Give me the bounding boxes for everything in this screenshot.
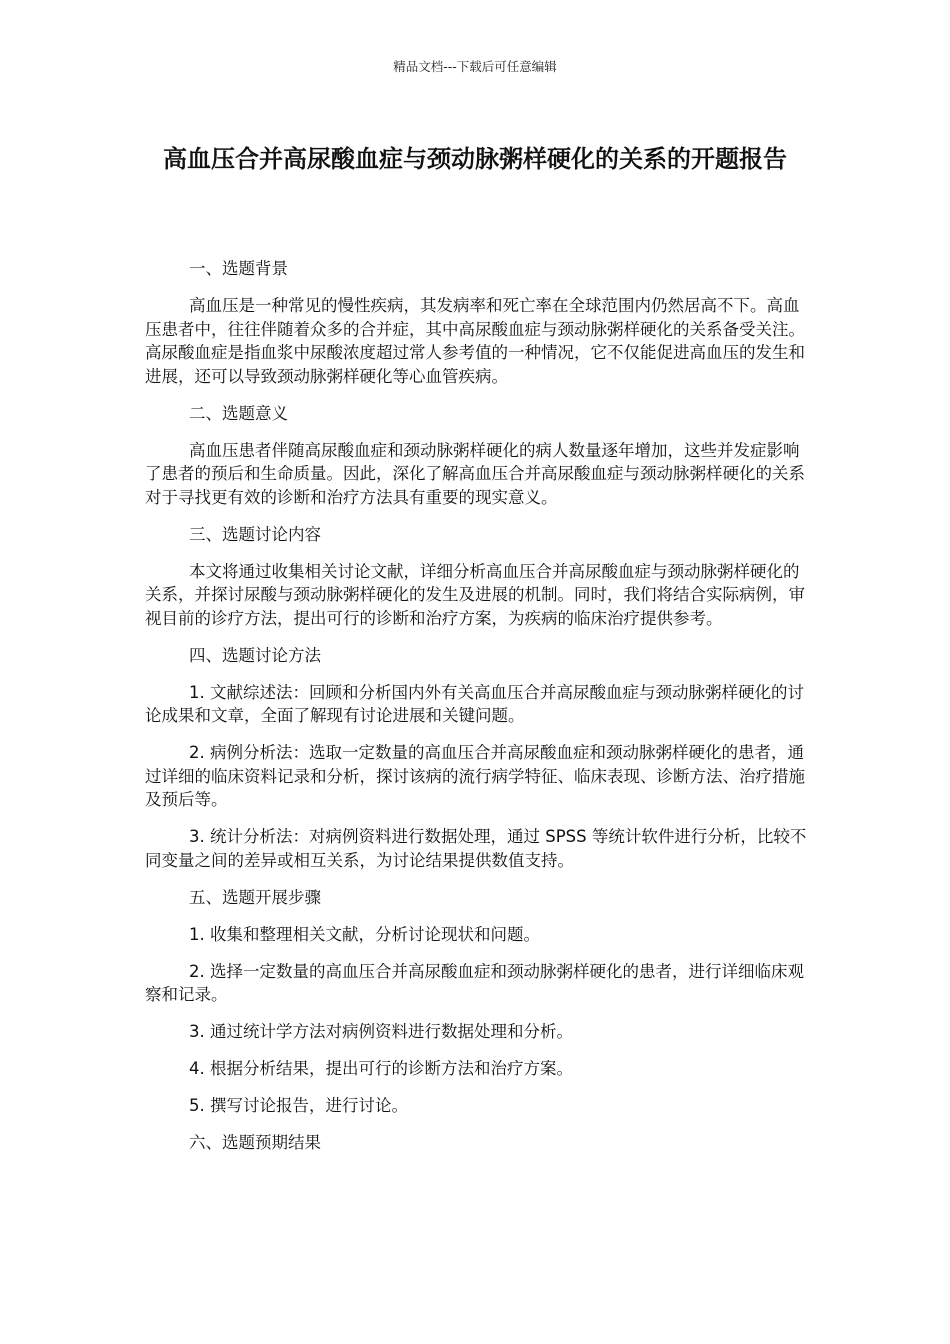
list-item: 5. 撰写讨论报告，进行讨论。: [189, 1096, 408, 1115]
document-body: [145, 257, 808, 1168]
body-paragraph: 高血压是一种常见的慢性疾病，其发病率和死亡率在全球范围内仍然居高不下。高血压患者中，往往伴随着众多的合并症，其中高尿酸血症与颈动脉粥样硬化的关系备受关注。高尿酸血症是指血浆中尿酸浓度超过常人参考值的一种情况，它不仅能促进高血压的发生和进展，还可以导致颈动脉粥样硬化等心血管疾病。: [145, 296, 805, 386]
body-paragraph: 高血压患者伴随高尿酸血症和颈动脉粥样硬化的病人数量逐年增加，这些并发症影响了患者的预后和生命质量。因此，深化了解高血压合并高尿酸血症与颈动脉粥样硬化的关系对于寻找更有效的诊断和治疗方法具有重要的现实意义。: [145, 440, 805, 507]
list-item: 3. 统计分析法：对病例资料进行数据处理，通过 SPSS 等统计软件进行分析，比较不同变量之间的差异或相互关系，为讨论结果提供数值支持。: [145, 827, 807, 870]
list-item: 1. 收集和整理相关文献，分析讨论现状和问题。: [189, 924, 540, 944]
body-paragraph: 本文将通过收集相关讨论文献，详细分析高血压合并高尿酸血症与颈动脉粥样硬化的关系，并探讨尿酸与颈动脉粥样硬化的发生及进展的机制。同时，我们将结合实际病例，审视目前的诊疗方法，提出可行的诊断和治疗方案，为疾病的临床治疗提供参考。: [145, 561, 805, 628]
list-item: 4. 根据分析结果，提出可行的诊断方法和治疗方案。: [189, 1059, 573, 1078]
page-header: 精品文档---下载后可任意编辑: [393, 59, 557, 74]
section-heading: 五、选题开展步骤: [189, 887, 321, 907]
list-item: 3. 通过统计学方法对病例资料进行数据处理和分析。: [189, 1022, 573, 1041]
section-heading: 四、选题讨论方法: [189, 645, 321, 665]
list-item: 1. 文献综述法：回顾和分析国内外有关高血压合并高尿酸血症与颈动脉粥样硬化的讨论成果和文章，全面了解现有讨论进展和关键问题。: [145, 682, 804, 725]
section-heading: 一、选题背景: [189, 259, 288, 278]
document-title: 高血压合并高尿酸血症与颈动脉粥样硬化的关系的开题报告: [163, 145, 787, 173]
list-item: 2. 选择一定数量的高血压合并高尿酸血症和颈动脉粥样硬化的患者，进行详细临床观察和记录。: [145, 961, 804, 1004]
section-heading: 六、选题预期结果: [189, 1133, 321, 1152]
section-heading: 二、选题意义: [189, 403, 288, 423]
section-heading: 三、选题讨论内容: [189, 524, 321, 544]
list-item: 2. 病例分析法：选取一定数量的高血压合并高尿酸血症和颈动脉粥样硬化的患者，通过详细的临床资料记录和分析，探讨该病的流行病学特征、临床表现、诊断方法、治疗措施及预后等。: [145, 743, 805, 809]
